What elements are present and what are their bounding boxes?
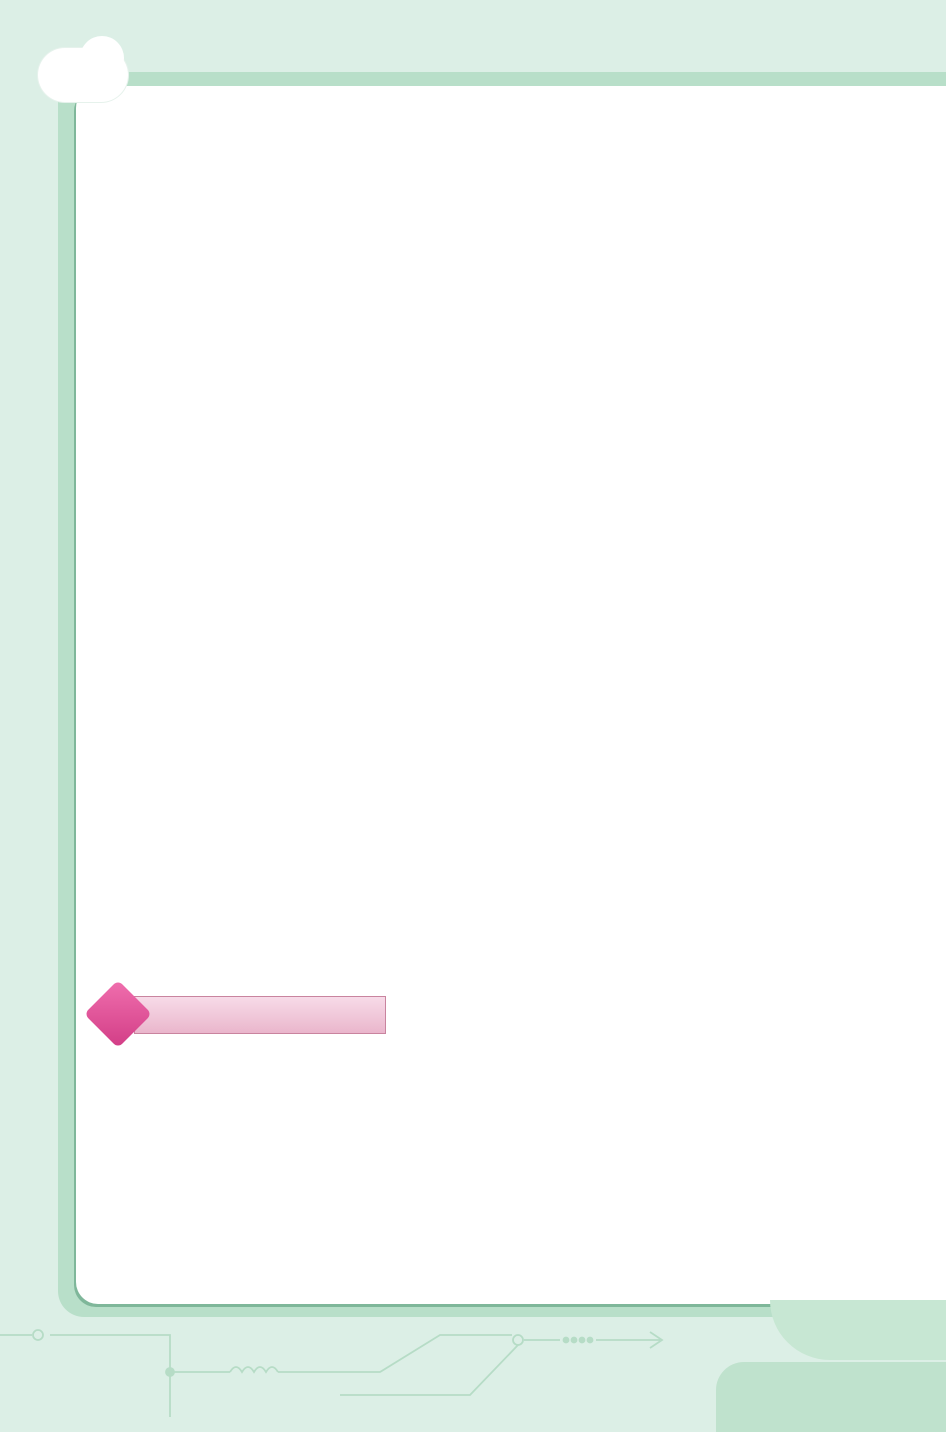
- puzzle-icon: [84, 980, 152, 1048]
- section-badge: [90, 988, 390, 1040]
- page-sheet: [76, 86, 946, 1304]
- page-number-cloud: [38, 48, 128, 102]
- circuit-decoration: [0, 1320, 946, 1417]
- badge-bar: [134, 996, 386, 1034]
